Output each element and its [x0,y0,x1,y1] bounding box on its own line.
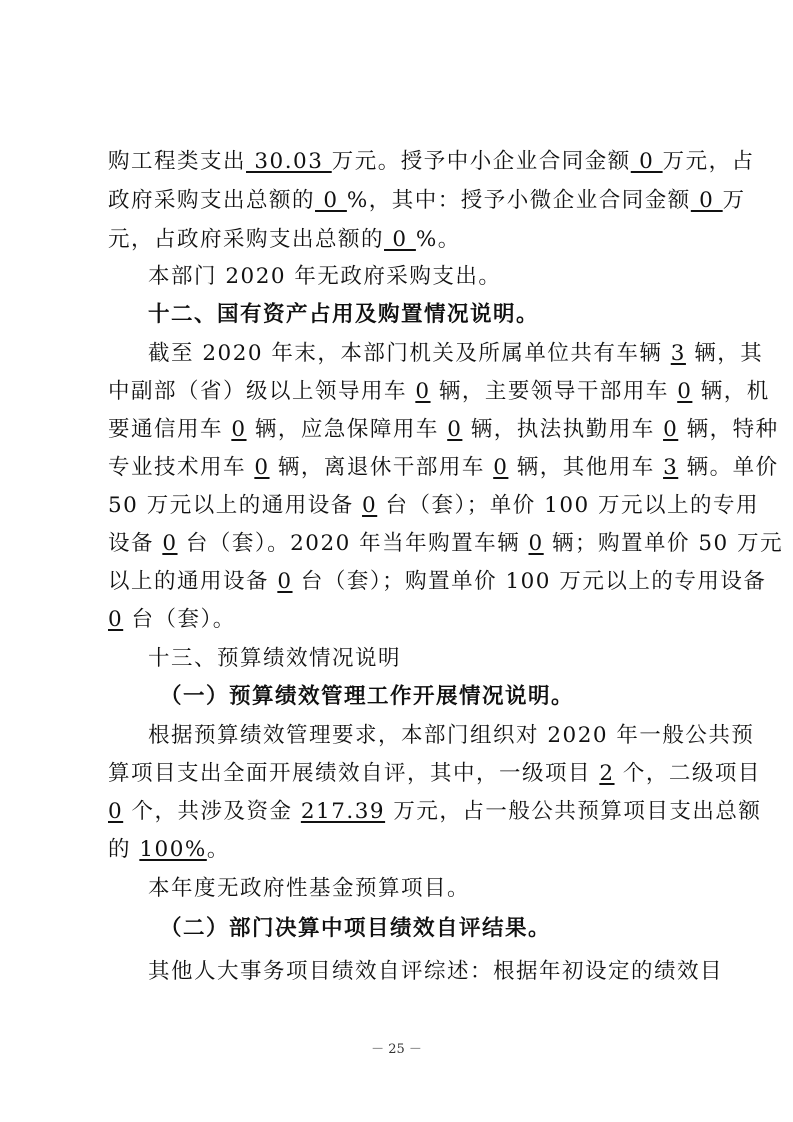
value: 0 [493,455,509,480]
page-number: － 25 － [371,1042,422,1057]
value: 0 [277,569,293,594]
paragraph: 本年度无政府性基金预算项目。 [148,876,471,901]
value: 2 [599,761,615,786]
value: 0 [528,531,544,556]
text-line: 政府采购支出总额的 0 %，其中：授予小微企业合同金额 0 万 [108,188,746,213]
value: 0 [663,417,679,442]
text-line: 0 台（套）。 [108,607,236,632]
value: 0 [677,379,693,404]
value: 0 [162,531,178,556]
text-line: 其他人大事务项目绩效自评综述：根据年初设定的绩效目 [148,959,724,984]
subsection-heading: （二）部门决算中项目绩效自评结果。 [160,916,552,941]
paragraph: 本部门 2020 年无政府采购支出。 [148,264,502,289]
value: 0 [362,493,378,518]
section-heading: 十二、国有资产占用及购置情况说明。 [148,302,540,327]
text-line: 要通信用车 0 辆，应急保障用车 0 辆，执法执勤用车 0 辆，特种 [108,417,779,442]
value: 0 [690,188,723,213]
value: 100% [139,837,207,862]
text-line: 0 个，共涉及资金 217.39 万元，占一般公共预算项目支出总额 [108,799,762,824]
value: 3 [670,341,686,366]
text-line: 中副部（省）级以上领导用车 0 辆，主要领导干部用车 0 辆，机 [108,379,770,404]
text-line: 设备 0 台（套）。2020 年当年购置车辆 0 辆；购置单价 50 万元 [108,531,784,556]
text-line: 元，占政府采购支出总额的 0 %。 [108,227,461,252]
text-line: 截至 2020 年末，本部门机关及所属单位共有车辆 3 辆，其 [148,341,764,366]
value: 3 [663,455,679,480]
text-line: 的 100%。 [108,837,230,862]
section-heading: 十三、预算绩效情况说明 [148,646,402,671]
amount-value: 30.03 [246,149,332,174]
value: 0 [108,607,124,632]
value: 0 [315,188,347,213]
value: 0 [254,455,270,480]
value: 0 [415,379,431,404]
value: 217.39 [300,799,386,824]
value: 0 [630,149,663,174]
value: 0 [384,227,416,252]
text-line: 以上的通用设备 0 台（套）；购置单价 100 万元以上的专用设备 [108,569,767,594]
value: 0 [231,417,247,442]
text-line: 算项目支出全面开展绩效自评，其中，一级项目 2 个，二级项目 [108,761,761,786]
text-line: 50 万元以上的通用设备 0 台（套）；单价 100 万元以上的专用 [108,493,760,518]
value: 0 [108,799,124,824]
subsection-heading: （一）预算绩效管理工作开展情况说明。 [160,684,575,709]
text-line: 根据预算绩效管理要求，本部门组织对 2020 年一般公共预 [148,723,755,748]
value: 0 [447,417,463,442]
text-line: 专业技术用车 0 辆，离退休干部用车 0 辆，其他用车 3 辆。单价 [108,455,779,480]
text-line: 购工程类支出 30.03 万元。授予中小企业合同金额 0 万元，占 [108,149,755,174]
